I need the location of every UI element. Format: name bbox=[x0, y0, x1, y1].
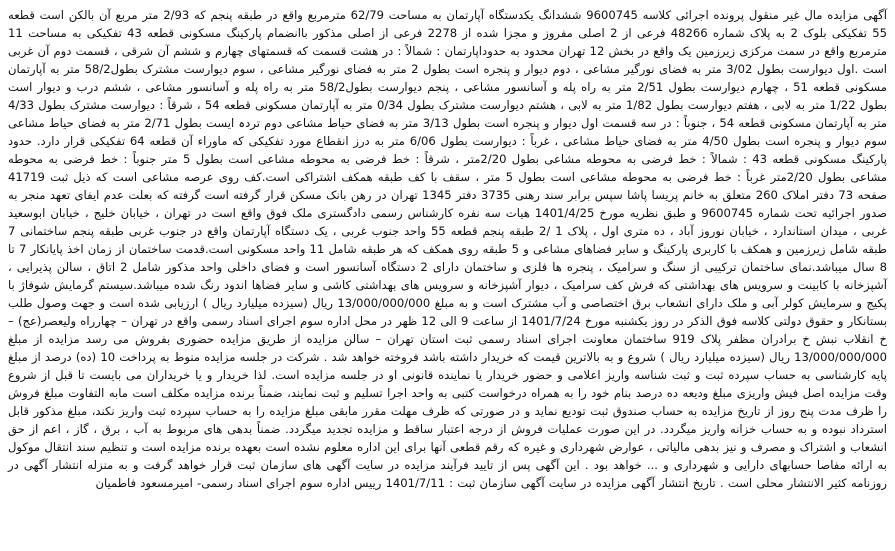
notice-body-text: آگهی مزایده مال غیر منقول پرونده اجرائی کلاسه 9600745 ششدانگ یکدستگاه آپارتمان به مساحت 62/79 مترمربع واقع در طبقه پنجم که 2/93 متر مربع آن بالکن است قطعه 55 تفکیکی بلوک 2 به پلاک شماره 48266 فرعی از 2 اصلی مفروز و مجزا شده از 2278 فرعی از اصلی مذکور باانضمام پارکینگ مسکونی قطعه 43 تفکیکی به مساحت 11 مترمربع واقع در سمت مرکزی زیرزمین یک واقع در بخش 12 تهران محدود به حدوداپارتمان : شمالاً : در هشت قسمت که قسمتهای چهارم و ششم آن شرقی ، قسمت دوم آن غربی است .اول دیوارست بطول 3/02 متر به فضای نورگیر مشاعی ، دوم دیوار و پنجره است بطول 2 متر به فضای نورگیر مشاعی ، سوم دیوارست مشترک بطول58/2 متر به آپارتمان مسکونی قطعه 51 ، چهارم دیوارست بطول 2/51 متر به راه پله و آسانسور مشاعی ، پنجم دیوارست بطول58/2 متر به راه پله و آسانسور مشاعی ، ششم درب و دیوار است بطول 1/22 متر به لابی ، هفتم دیوارست بطول 1/82 متر به لابی ، هشتم دیوارست مشترک بطول 0/34 متر به آپارتمان مسکونی قطعه 54 ، شرقاً : دیوارست مشترک بطول 4/33 متر به آپارتمان مسکونی قطعه 54 ، جنوباً : در سه قسمت اول دیوار و پنجره است بطول 3/13 متر به فضای حیاط مشاعی دوم تردہ ایست بطول 2/71 متر به فضای حیاط مشاعی سوم دیوار و پنجره است بطول 4/50 متر به فضای حیاط مشاعی ، غرباً : دیوارست بطول 6/06 متر به درز انقطاع مورد تفکیکی که ماوراء آن قطعه 64 تفکیکی قرار دارد. حدود پارکینگ مسکونی قطعه 43 : شمالاً : خط فرضی به محوطه مشاعی بطول 2/20متر ، شرقاً : خط فرضی به محوطه مشاعی است بطول 5 متر جنوباً : خط فرضی به محوطه مشاعی بطول 2/20متر غرباً : خط فرضی به محوطه مشاعی است بطول 5 متر ، سقف با کف طبقه همکف اشتراکی است.کف روی عرصه مشاعی است که ذیل ثبت 41719 صفحه 73 دفتر املاک 260 متعلق به خانم پریسا پاشا سپس برابر سند رهنی 3735 دفتر 1345 تهران در رهن بانک مسکن قرار گرفته است گرفته که بعلت عدم ایفای تعهد منجر به صدور اجرائیه تحت شماره 9600745 و طبق نظریه مورخ 1401/4/25 هیات سه نفره کارشناس رسمی دادگستری ملک فوق واقع است در تهران ، خیابان خلیج ، خیابان ابوسعید غربی ، میدان استاندارد ، خیابان نوروز آباد ، ده متری اول ، پلاک 1 /2 طبقه پنجم قطعه 55 واحد جنوب غربی ، یک دستگاه آپارتمان واقع در جنوب غربی طبقه پنجم ساختمانی 7 طبقه شامل زیرزمین و همکف با کاربری پارکینگ و سایر فضاهای مشاعی و 5 طبقه روی همکف که هر طبقه شامل 11 واحد مسکونی است.قدمت ساختمان از زمان اخذ پایانکار 7 تا 8 سال میباشد.نمای ساختمان ترکیبی از سنگ و سرامیک ، پنجره ها فلزی و ساختمان دارای 2 دستگاه آسانسور است و فضای داخلی واحد مذکور شامل 2 اتاق ، سالن پذیرایی ، آشپزخانه با کابینت و سرویس های بهداشتی که فرش کف سرامیک ، دیوار آشپزخانه و سرویس های بهداشتی کاشی و سایر فضاها اندود رنگ شده میباشد.سیستم گرمایش شوفاژ با پکیج و سرمایش کولر آبی و ملک دارای انشعاب برق اختصاصی و آب مشترک است و به مبلغ 13/000/000/000 ریال (سیزده میلیارد ریال ) ارزیابی شده است و جهت وصول طلب بستانکار و حقوق دولتی کلاسه فوق الذکر در روز یکشنبه مورخ 1401/7/24 از ساعت 9 الی 12 ظهر در محل اداره سوم اجرای اسناد رسمی واقع در تهران – چهارراه ولیعصر(عج) –خ انقلاب نبش خ برادران مظفر پلاک 919 ساختمان معاونت اجرای اسناد رسمی ثبت استان تهران – سالن مزایده از طریق مزایده حضوری بفروش می رسد مزایده از مبلغ 13/000/000/000 ریال (سیزده میلیارد ریال ) شروع و به بالاترین قیمت که خریدار داشته باشد فروخته خواهد شد . شرکت در جلسه مزایده منوط به پرداخت 10 (ده) درصد از مبلغ پایه کارشناسی به حساب سپرده ثبت و ثبت شناسه واریز اعلامی و حضور خریدار یا نماینده قانونی او در جلسه مزایده است. لذا خریدار و یا خریداران می بایست تا قبل از شروع وقت مزایده اصل فیش واریزی مبلغ ودیعه ده درصد بنام خود را به همراه درخواست کتبی به واحد اجرا تسلیم و ثبت نمایند، ضمناً برنده مزایده مکلف است مابه التفاوت مبلغ فروش را ظرف مدت پنج روز از تاریخ مزایده به حساب صندوق ثبت تودیع نماید و در صورتی که ظرف مهلت مقرر مابقی مبلغ مزایده را به حساب سپرده ثبت واریز نکند، مبلغ مذکور قابل استرداد نبوده و به حساب خزانه واریز میگردد. در این صورت عملیات فروش از درجه اعتبار ساقط و مزایده تجدید میگردد. ضمناً بدهی های مربوط به آب ، برق ، گاز ، اعم از حق انشعاب و اشتراک و مصرف و نیز بدهی مالیاتی ، عوارض شهرداری و غیره که رقم قطعی آنها برای این اداره معلوم نشده است بعهده برنده مزایده است و تنظیم سند انتقال موکول به ارائه مفاصا حسابهای دارایی و شهرداری و ... خواهد بود . این آگهی پس از تایید فرآیند مزایده در سایت آگهی های سازمان ثبت قرار خواهد گرفت و به منزله انتشار آگهی در روزنامه کثیر الانتشار محلی است . تاریخ انتشار آگهی مزایده در سایت آگهی سازمان ثبت : 1401/7/11 رییس اداره سوم اجرای اسناد رسمی- امیرمسعود فاطمیان bbox=[8, 8, 888, 490]
